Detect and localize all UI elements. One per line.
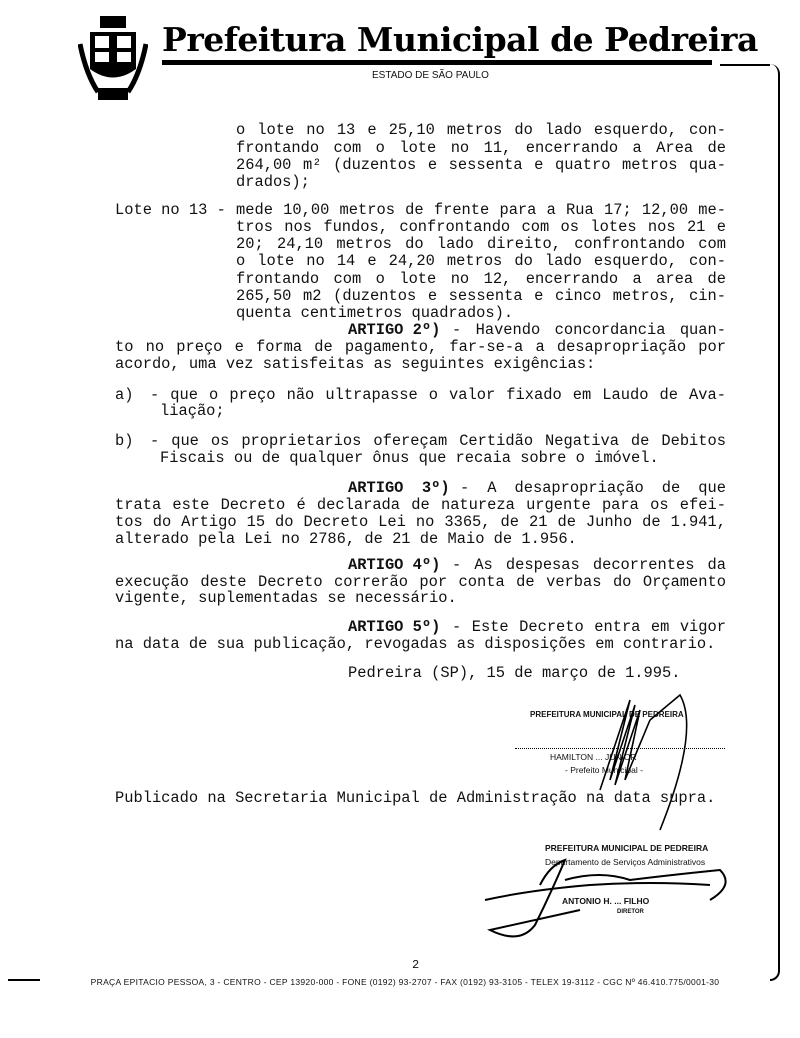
stamp-department: Departamento de Serviços Administrativos xyxy=(545,857,706,867)
text-line: execução deste Decreto correrão por conta de verbas do Orçamento xyxy=(115,573,726,591)
text-line: tos do Artigo 15 do Decreto Lei no 3365, de 21 de Junho de 1.941, xyxy=(115,513,726,531)
text-line: o lote no 13 e 25,10 metros do lado esquerdo, con- xyxy=(236,121,726,139)
text-line: 264,00 m² (duzentos e sessenta e quatro metros qua- xyxy=(236,156,726,174)
page-number: 2 xyxy=(412,958,420,972)
date-line: Pedreira (SP), 15 de março de 1.995. xyxy=(348,664,681,682)
signature-role: - Prefeito Municipal - xyxy=(565,765,643,775)
stamp-org: PREFEITURA MUNICIPAL DE PEDREIRA xyxy=(545,843,709,853)
article-heading: ARTIGO 4º) xyxy=(348,556,441,574)
text-line: na data de sua publicação, revogadas as disposições em contrario. xyxy=(115,635,716,653)
lote-label: Lote no 13 - xyxy=(115,201,226,219)
text-line: - Este Decreto entra em vigor xyxy=(452,618,726,636)
item-label: a) xyxy=(115,386,134,404)
text-line: acordo, uma vez satisfeitas as seguintes exigências: xyxy=(115,355,596,373)
border-top xyxy=(720,64,770,66)
footer-address: PRAÇA EPITACIO PESSOA, 3 - CENTRO - CEP 13920-000 - FONE (0192) 93-2707 - FAX (0192) 93-3105 - TELEX 19-3112 - CGC Nº 46.410.775/0001-30 xyxy=(40,977,770,987)
text-line: frontando com o lote no 11, encerrando a Area de xyxy=(236,139,726,157)
publication-note: Publicado na Secretaria Municipal de Administração na data supra. xyxy=(115,789,716,807)
article-heading: ARTIGO 3º) xyxy=(348,479,450,497)
article-heading: ARTIGO 5º) xyxy=(348,618,441,636)
text-line: tros nos fundos, confrontando com os lotes nos 21 e xyxy=(236,218,726,236)
text-line: 20; 24,10 metros do lado direito, confrontando com xyxy=(236,235,726,253)
text-line: alterado pela Lei no 2786, de 21 de Maio de 1.956. xyxy=(115,530,577,548)
text-line: - que o preço não ultrapasse o valor fixado em Laudo de Ava- xyxy=(150,386,726,404)
text-line: mede 10,00 metros de frente para a Rua 17; 12,00 me- xyxy=(236,201,726,219)
text-line: to no preço e forma de pagamento, far-se-a a desapropriação por xyxy=(115,338,726,356)
article-heading: ARTIGO 2º) xyxy=(348,321,441,339)
text-line: drados); xyxy=(236,173,310,191)
page-title: Prefeitura Municipal de Pedreira xyxy=(162,20,758,59)
stamp-role: DIRETOR xyxy=(617,909,644,915)
text-line: vigente, suplementadas se necessário. xyxy=(115,589,457,607)
text-line: - que os proprietarios ofereçam Certidão Negativa de Debitos xyxy=(150,432,726,450)
text-line: 265,50 m2 (duzentos e sessenta e cinco metros, cin- xyxy=(236,287,726,305)
text-line: quenta centimetros quadrados). xyxy=(236,304,514,322)
header-subtitle: ESTADO DE SÃO PAULO xyxy=(372,70,489,81)
item-label: b) xyxy=(115,432,134,450)
text-line: trata este Decreto é declarada de natureza urgente para os efei- xyxy=(115,496,726,514)
coat-of-arms-logo xyxy=(78,14,148,104)
text-line: liação; xyxy=(160,402,225,420)
handwritten-signature-icon xyxy=(590,690,710,840)
header-rule xyxy=(162,60,712,65)
text-line: - Havendo concordancia quan- xyxy=(452,321,726,339)
text-line: o lote no 14 e 24,20 metros do lado esquerdo, con- xyxy=(236,252,726,270)
text-line: - A desapropriação de que xyxy=(460,479,726,497)
stamp-name: ANTONIO H. ... FILHO xyxy=(562,896,650,906)
signature-name: HAMILTON ... JUNIOR xyxy=(550,752,637,762)
text-line: frontando com o lote no 12, encerrando a area de xyxy=(236,270,726,288)
text-line: - As despesas decorrentes da xyxy=(452,556,726,574)
text-line: Fiscais ou de qualquer ônus que recaia sobre o imóvel. xyxy=(160,449,659,467)
signature-org: PREFEITURA MUNICIPAL DE PEDREIRA xyxy=(530,710,684,719)
